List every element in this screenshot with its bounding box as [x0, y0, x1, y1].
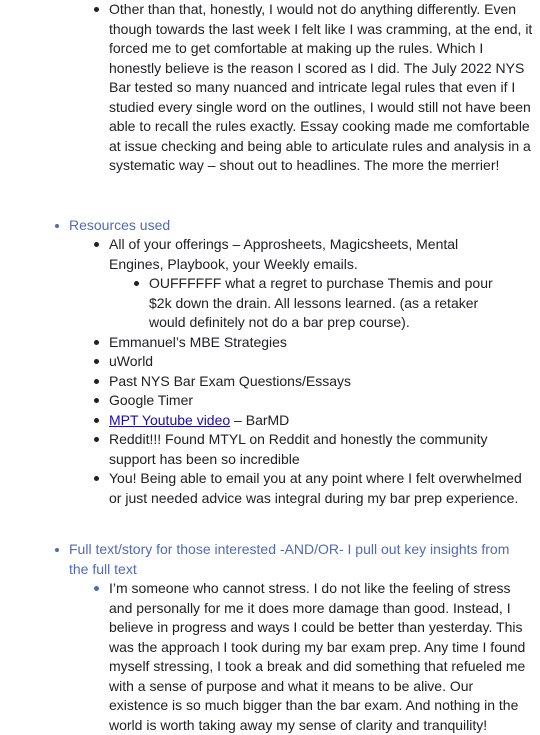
resources-heading-item — [0, 216, 540, 509]
resource-item-mpt — [109, 411, 540, 431]
resource-item-text: Reddit!!! Found MTYL on Reddit and honestly the community support has been so incredible — [109, 431, 488, 467]
resource-subitem-text: OUFFFFFF what a regret to purchase Themis and pour $2k down the drain. All lessons learned. (as a retaker would definitely not do a bar prep course). — [149, 275, 493, 330]
top-list-item — [0, 0, 540, 176]
resource-subitem-themis — [149, 274, 493, 333]
fulltext-list — [0, 540, 540, 735]
resources-heading: Resources used — [69, 216, 171, 233]
mpt-youtube-link[interactable]: MPT Youtube video — [109, 411, 231, 428]
fulltext-heading-item — [0, 540, 529, 735]
fulltext-heading: Full text/story for those interested -AND/OR- I pull out key insights from the full text — [69, 541, 510, 577]
top-list — [0, 0, 540, 176]
resource-subitems — [109, 274, 493, 333]
cramming-paragraph-text: Other than that, honestly, I would not do anything differently. Even though towards the last week I felt like I was cramming, at the end, it forced me to get comfortable at making up the rules. Which I honestly believe is the reason I scored as I did. The July 2022 NYS Bar tested so many nuanced and intricate legal rules that even if I studied every single word on the outlines, I would still not have been able to recall the rules exactly. Essay cooking made me comfortable at issue checking and being able to articulate rules and analysis in a systematic way – shout out to headlines. The more the merrier! — [109, 1, 533, 173]
resource-item-past-exams — [109, 372, 540, 392]
resource-item-text: uWorld — [109, 353, 154, 369]
spacer — [0, 176, 540, 216]
fulltext-items — [69, 579, 529, 735]
fulltext-story-text: I’m someone who cannot stress. I do not like the feeling of stress and personally for me it does more damage than good. Instead, I believe in progress and ways I could be better than yesterday. This was the approach I took during my bar exam prep. Any time I found myself stressing, I took a break and did something that refueled me with a sense of purpose and what it means to be alive. Our existence is so much bigger than the bar exam. And nothing in the world is worth taking away my sense of clarity and tranquility! — [109, 580, 526, 733]
fulltext-story — [109, 579, 529, 735]
mpt-suffix: – BarMD — [230, 411, 290, 428]
resource-item-text: Emmanuel’s MBE Strategies — [109, 333, 287, 350]
resource-item-text: Past NYS Bar Exam Questions/Essays — [109, 372, 351, 389]
resources-list — [0, 216, 540, 509]
resource-item-mbe — [109, 333, 540, 353]
resource-item-offerings — [109, 235, 493, 333]
resource-item-google-timer — [109, 391, 540, 411]
resource-item-reddit — [109, 430, 537, 469]
resource-item-text: All of your offerings – Approsheets, Magicsheets, Mental Engines, Playbook, your Weekly emails. — [109, 236, 459, 272]
resource-item-text: Google Timer — [109, 392, 194, 408]
spacer — [0, 508, 540, 540]
resource-item-uworld — [109, 352, 540, 372]
resource-item-you — [109, 469, 537, 508]
top-sublist — [69, 0, 540, 176]
cramming-paragraph — [109, 0, 537, 176]
resource-item-text: You! Being able to email you at any point where I felt overwhelmed or just needed advice was integral during my bar prep experience. — [109, 470, 522, 506]
resources-items — [69, 235, 540, 508]
